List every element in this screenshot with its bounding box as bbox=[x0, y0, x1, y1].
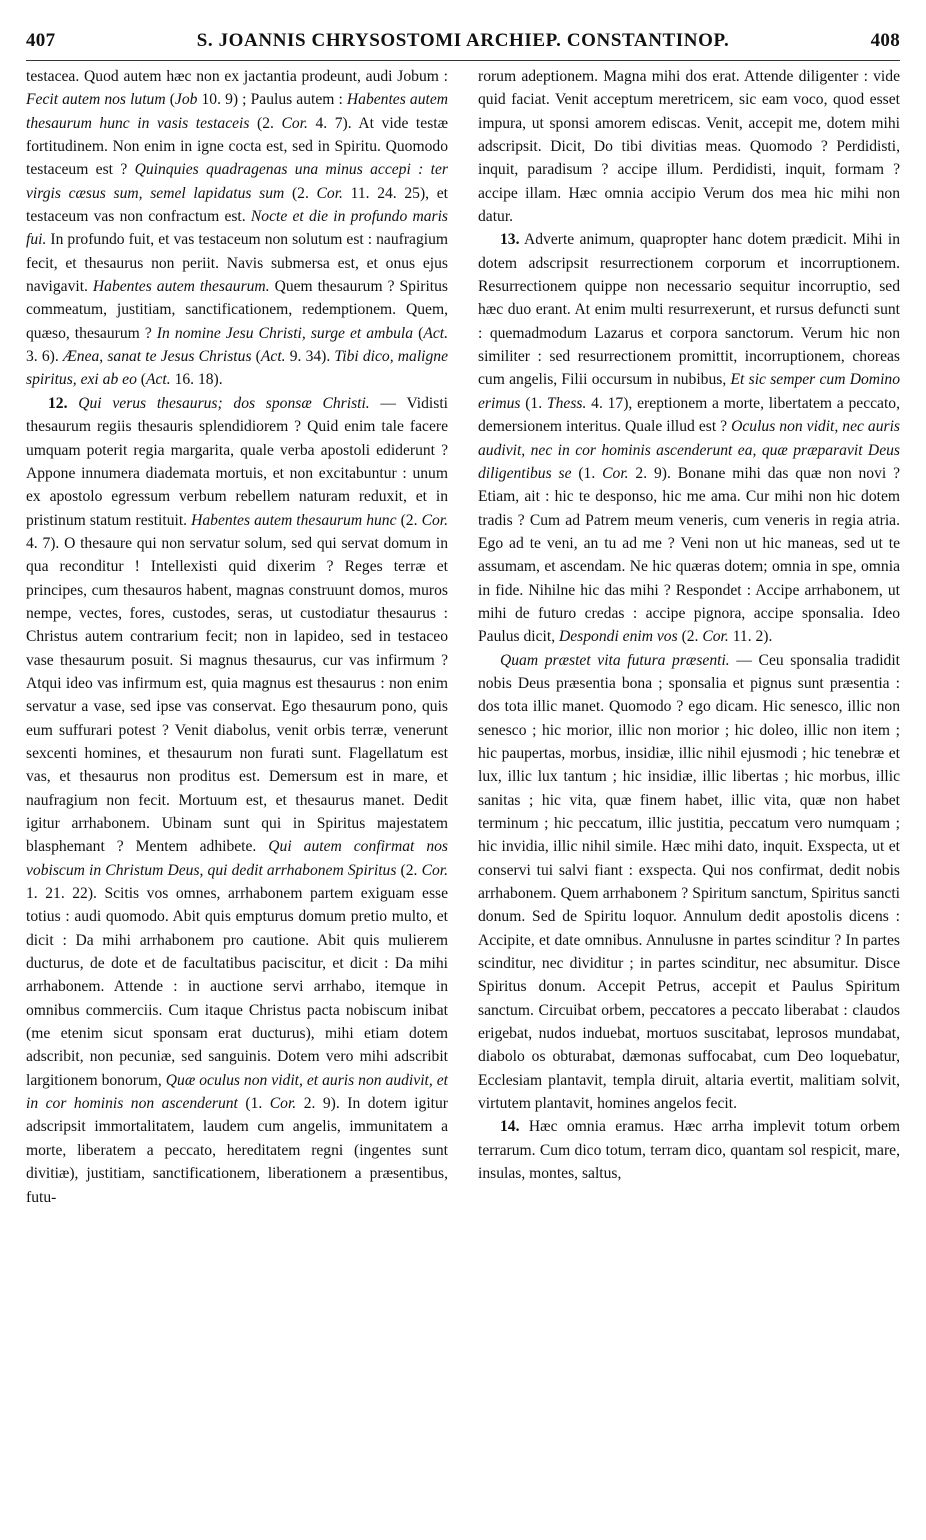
section-number: 13. bbox=[500, 231, 520, 249]
two-column-body bbox=[26, 65, 900, 1209]
paragraph-vita-futura: Quam præstet vita futura præsenti. — Ceu sponsalia tradidit nobis Deus præsentia bona ; sponsalia et pignus sunt præsentia : dos tota illic manet. Quomodo ? ego dicam. Hic senesco, illic non senesco ; hic morior, illic non morior ; hic doleo, illic non item ; hic paupertas, morbus, insidiæ, illic nihil ejusmodi ; hic tenebræ et lux, illic lux tantum ; hic insidiæ, illic libertas ; hic morbus, illic sanitas ; hic vita, quæ finem habet, illic vita, quæ non habet terminum ; hic peccatum, illic justitia, peccatum vero numquam ; hic invidia, illic nihil simile. Hæc mihi dato, inquit. Exspecta, ut et conservi tui salvi fiant : exspecta. Qui nos confirmat, dedit nobis arrhabonem. Quem arrhabonem ? Spiritum sanctum, Spiritus sancti donum. Sed de Spiritu loquor. Annulum dedit apostolis dicens : Accipite, et date omnibus. Annulusne in partes scinditur ? In partes scinditur, nec dividitur ; in partes scinditur, nec absumitur. Disce Spiritus donum. Accepit Petrus, accepit et Paulus Spiritum sanctum. Circuibat orbem, peccatores a peccato liberabat : claudos erigebat, nudos induebat, mortuos suscitabat, leprosos mundabat, diabolo os obturabat, dæmonas suffocabat, cum Deo loquebatur, Ecclesiam plantavit, templa diruit, altaria evertit, malitiam solvit, virtutem plantavit, homines angelos fecit. bbox=[478, 651, 900, 1113]
paragraph-12: 12. Qui verus thesaurus; dos sponsæ Christi. — Vidisti thesaurum regiis thesauris splendidiorem ? Quid enim tale facere umquam poterit regia margarita, quale verba apostoli ediderunt ? Appone innumera diademata mortuis, et non excitabuntur : unum ex apostolo egressum verbum rebellem naturam reduxit, et in pristinum statum restituit. Habentes autem thesaurum hunc (2. Cor. 4. 7). O thesaure qui non servatur solum, sed qui servat domum in qua reconditur ! Intellexisti quid dixerim ? Reges terræ et principes, cum thesauros habent, magnas construunt domos, muros nempe, vectes, fores, custodes, seras, ut custodiatur thesaurus : Christus autem contrarium fecit; non in lapideo, sed in testaceo vase thesaurum posuit. Si magnus thesaurus, cur vas infirmum ? Atqui ideo vas infirmum est, quia magnus est thesaurus : non enim servatur a vase, sed ipse vas conservat. Ego thesaurum pono, quis eum suffurari potest ? Venit diabolus, venit orbis terræ, venerunt sexcenti homines, et thesaurum non furati sunt. Flagellatum est vas, et thesaurus non proditus est. Demersum est in mare, et naufragium non fecit. Mortuum est, et thesaurus manet. Dedit igitur arrhabonem. Ubinam sunt qui in Spiritus majestatem blasphemant ? Mentem adhibete. Qui autem confirmat nos vobiscum in Christum Deus, qui dedit arrhabonem Spiritus (2. Cor. 1. 21. 22). Scitis vos omnes, arrhabonem partem exiguam esse totius : audi quomodo. Abit quis empturus domum pretio multo, et dicit : Da mihi arrhabonem pro cautione. Abit quis mulierem ducturus, de dote et de facultatibus paciscitur, et dicit : Da mihi arrhabonem. Attende : in auctione servi arrhabo, itemque in omnibus commerciis. Cum itaque Christus pacta nobiscum inibat (me etenim sicut sponsam erat ducturus), mihi etiam dotem adscribit, non pecuniæ, sed sanguinis. Dotem vero mihi adscribit largitionem bonorum, Quæ oculus non vidit, et auris non audivit, et in cor hominis non ascenderunt (1. Cor. 2. 9). In dotem igitur adscripsit immortalitatem, laudem cum angelis, immunitatem a morte, liberatem a peccato, hereditatem regni (ingentes sunt divitiæ), justitiam, sanctificationem, liberationem a præsentibus, futu- bbox=[26, 394, 449, 1206]
paragraph-continued: testacea. Quod autem hæc non ex jactantia prodeunt, audi Jobum : Fecit autem nos lutum (Job 10. 9) ; Paulus autem : Habentes autem thesaurum hunc in vasis testaceis (2. Cor. 4. 7). At vide testæ fortitudinem. Non enim in igne cocta est, sed in Spiritu. Quomodo testaceum est ? Quinquies quadragenas una minus accepi : ter virgis cæsus sum, semel lapidatus sum (2. Cor. 11. 24. 25), et testaceum vas non confractum est. Nocte et die in profundo maris fui. In profundo fuit, et vas testaceum non solutum est : naufragium fecit, et thesaurus non periit. Navis submersa est, et onus ejus navigavit. Habentes autem thesaurum. Quem thesaurum ? Spiritus commeatum, justitiam, sanctificationem, redemptionem. Quem, quæso, thesaurum ? In nomine Jesu Christi, surge et ambula (Act. 3. 6). Ænea, sanat te Jesus Christus (Act. 9. 34). Tibi dico, maligne spiritus, exi ab eo (Act. 16. 18). bbox=[26, 68, 449, 389]
page-number-right: 408 bbox=[870, 30, 900, 51]
section-number: 14. bbox=[500, 1118, 520, 1136]
paragraph-continued: rorum adeptionem. Magna mihi dos erat. Attende diligenter : vide quid faciat. Venit acceptum meretricem, sic eam voco, quod esset impura, ut sponsi amorem ediscas. Venit, accepit me, dotem mihi adscripsit. Dicit, Do tibi divitias meas. Quomodo ? Perdidisti, inquit, paradisum ? accipe illum. Perdidisti, inquit, formam ? accipe illam. Hæc omnia accipio Verum dos mea hic mihi non datur. bbox=[478, 68, 900, 226]
section-number: 12. bbox=[48, 394, 68, 412]
paragraph-13: 13. Adverte animum, quapropter hanc dotem prædicit. Mihi in dotem adscripsit resurrectionem corporum et incorruptionem. Resurrectionem quippe non necessario sequitur incorruptio, sed hæc duo erant. At enim multi resurrexerunt, et rursus defuncti sunt : quemadmodum Lazarus et corpora sanctorum. Verum hic non similiter : sed resurrectionem promittit, incorruptionem, choreas cum angelis, Filii occursum in nubibus, Et sic semper cum Domino erimus (1. Thess. 4. 17), ereptionem a morte, libertatem a peccato, demersionem interitus. Quale illud est ? Oculus non vidit, nec auris audivit, nec in cor hominis ascenderunt ea, quæ præparavit Deus diligentibus se (1. Cor. 2. 9). Bonane mihi das quæ non novi ? Etiam, ait : hic te desponso, hic me ama. Cur mihi non hic dotem tradis ? Cum ad Patrem meum veneris, cum veneris in regia atria. Ego ad te veni, an tu ad me ? Veni non ut hic maneas, sed ut te assumam, et ascendam. Ne hic quæras dotem; omnia in spe, omnia in fide. Nihilne hic das mihi ? Respondet : Accipe arrhabonem, ut mihi de futuro credas : accipe pignora, accipe sponsalia. Ideo Paulus dicit, Despondi enim vos (2. Cor. 11. 2). bbox=[478, 231, 901, 646]
section-heading: Qui verus thesaurus; dos sponsæ Christi. bbox=[78, 394, 370, 412]
section-heading: Quam præstet vita futura præsenti. bbox=[500, 651, 730, 669]
left-column bbox=[26, 65, 448, 1209]
right-column bbox=[478, 65, 900, 1209]
running-header bbox=[26, 30, 900, 61]
running-title: S. JOANNIS CHRYSOSTOMI ARCHIEP. CONSTANTINOP. bbox=[196, 30, 730, 51]
paragraph-14: 14. Hæc omnia eramus. Hæc arrha implevit totum orbem terrarum. Cum dico totum, terram dico, quantam sol respicit, mare, insulas, montes, saltus, bbox=[478, 1118, 900, 1183]
page-number-left: 407 bbox=[26, 30, 56, 51]
